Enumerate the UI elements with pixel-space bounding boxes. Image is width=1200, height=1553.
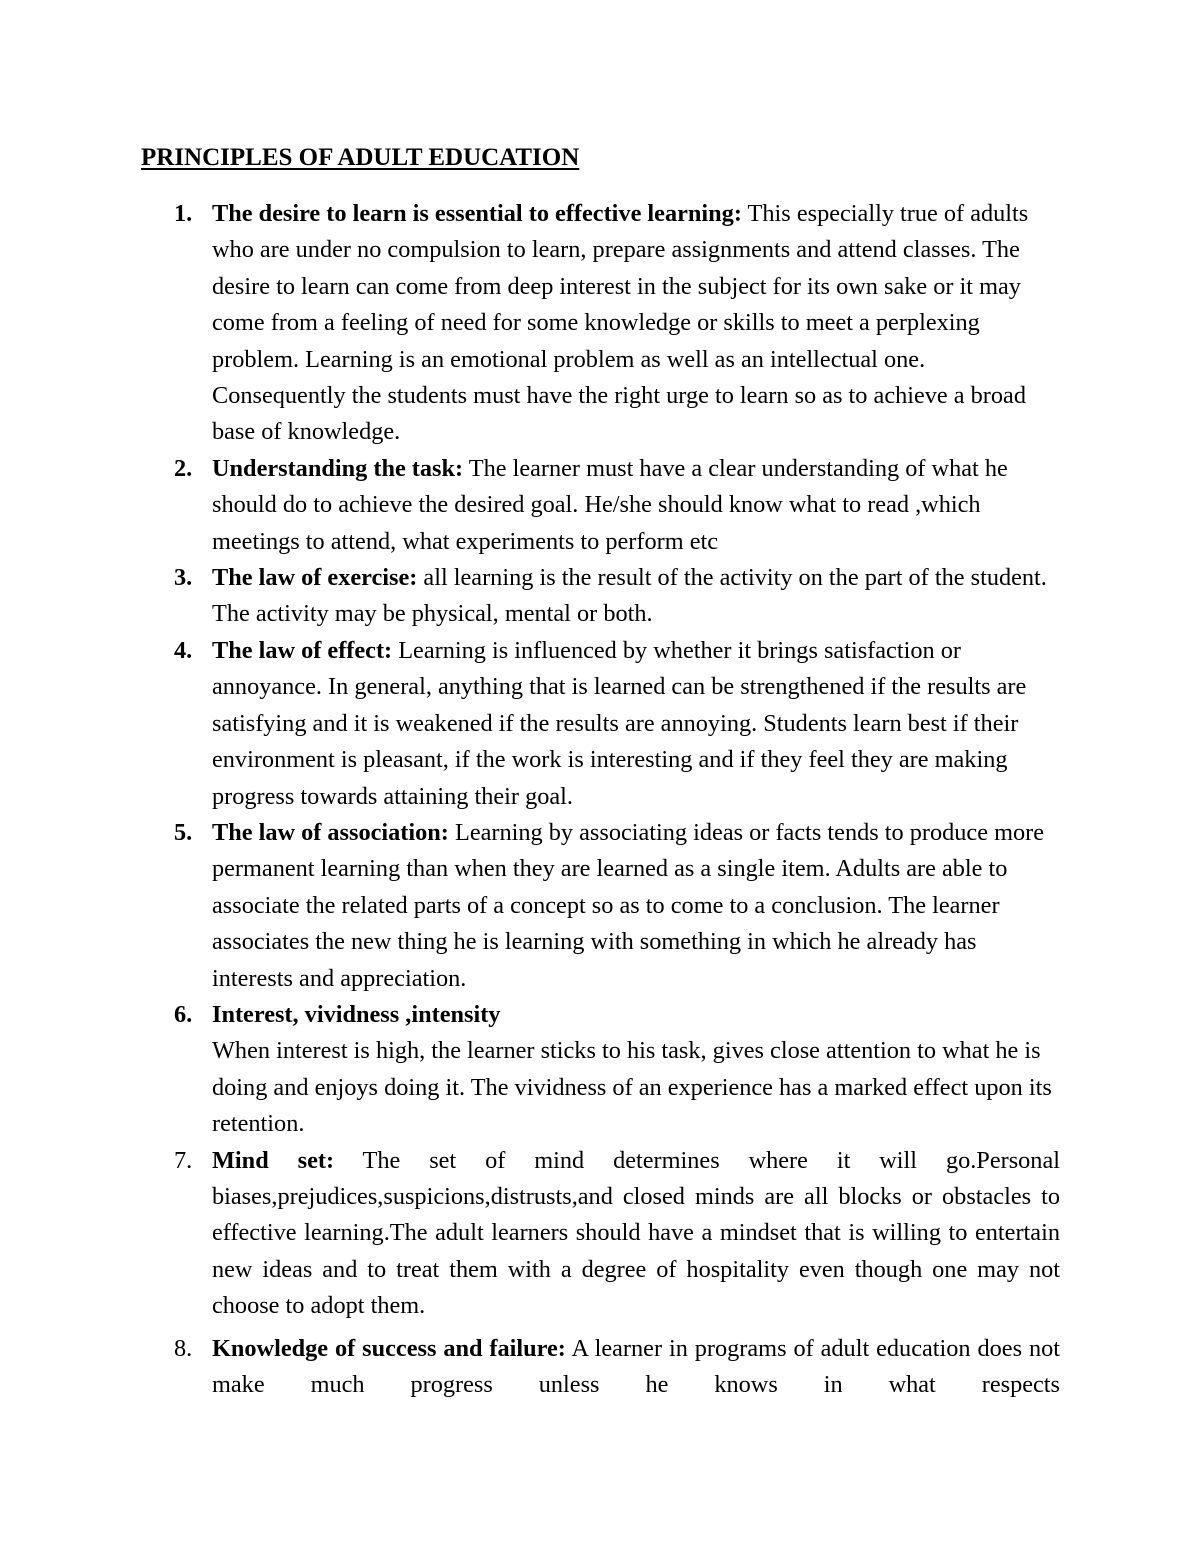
item-body: Learning is influenced by whether it brings satisfaction or annoyance. In general, anything that is learned can be strengthened if the results are satisfying and it is weakened if the results are annoying. Students learn best if their environment is pleasant, if the work is interesting and if they feel they are making progress towards attaining their goal.: [212, 636, 1027, 810]
principles-list: [162, 196, 1060, 1403]
item-heading: Interest, vividness ,intensity: [212, 1000, 501, 1028]
list-item: [162, 633, 1060, 815]
item-body: Learning by associating ideas or facts tends to produce more permanent learning than when they are learned as a single item. Adults are able to associate the related parts of a concept so as to come to a conclusion. The learner associates the new thing he is learning with something in which he already has interests and appreciation.: [212, 818, 1044, 992]
page-title: PRINCIPLES OF ADULT EDUCATION: [141, 144, 580, 171]
item-body: This especially true of adults who are under no compulsion to learn, prepare assignments and attend classes. The desire to learn can come from deep interest in the subject for its own sake or it may come from a feeling of need for some knowledge or skills to meet a perplexing problem. Learning is an emotional problem as well as an intellectual one. Consequently the students must have the right urge to learn so as to achieve a broad base of knowledge.: [212, 200, 1029, 446]
item-number: 4.: [174, 636, 193, 664]
item-number: 8.: [174, 1334, 193, 1362]
item-body: The set of mind determines where it will go.Personal biases,prejudices,suspicions,distrusts,and closed minds are all blocks or obstacles to effective learning.The adult learners should have a mindset that is willing to entertain new ideas and to treat them with a degree of hospitality even though one may not choose to adopt them.: [212, 1146, 1060, 1320]
item-body: A learner in programs of adult education does not make much progress unless he knows in what respects: [212, 1334, 1060, 1398]
item-heading: The law of effect:: [212, 636, 393, 664]
item-heading: The law of exercise:: [212, 564, 418, 592]
list-item: [162, 560, 1060, 633]
item-heading: Knowledge of success and failure:: [212, 1334, 566, 1362]
item-heading: The law of association:: [212, 818, 449, 846]
list-item: [162, 997, 1060, 1143]
item-number: 7.: [174, 1146, 193, 1174]
list-item: [162, 1143, 1060, 1325]
item-heading: Mind set:: [212, 1146, 335, 1174]
list-item: [162, 451, 1060, 560]
item-number: 5.: [174, 818, 193, 846]
item-number: 6.: [174, 1000, 193, 1028]
list-item: [162, 815, 1060, 997]
item-heading: The desire to learn is essential to effective learning:: [212, 200, 742, 227]
item-heading: Understanding the task:: [212, 454, 464, 482]
item-body: all learning is the result of the activity on the part of the student. The activity may be physical, mental or both.: [212, 564, 1047, 628]
item-body: When interest is high, the learner sticks to his task, gives close attention to what he is doing and enjoys doing it. The vividness of an experience has a marked effect upon its retention.: [212, 1037, 1052, 1138]
item-number: 3.: [174, 564, 193, 592]
list-item: [162, 1331, 1060, 1404]
item-body: The learner must have a clear understanding of what he should do to achieve the desired goal. He/she should know what to read ,which meetings to attend, what experiments to perform etc: [212, 454, 1008, 555]
list-item: [162, 196, 1060, 451]
item-number: 2.: [174, 454, 193, 482]
item-number: 1.: [174, 200, 193, 227]
